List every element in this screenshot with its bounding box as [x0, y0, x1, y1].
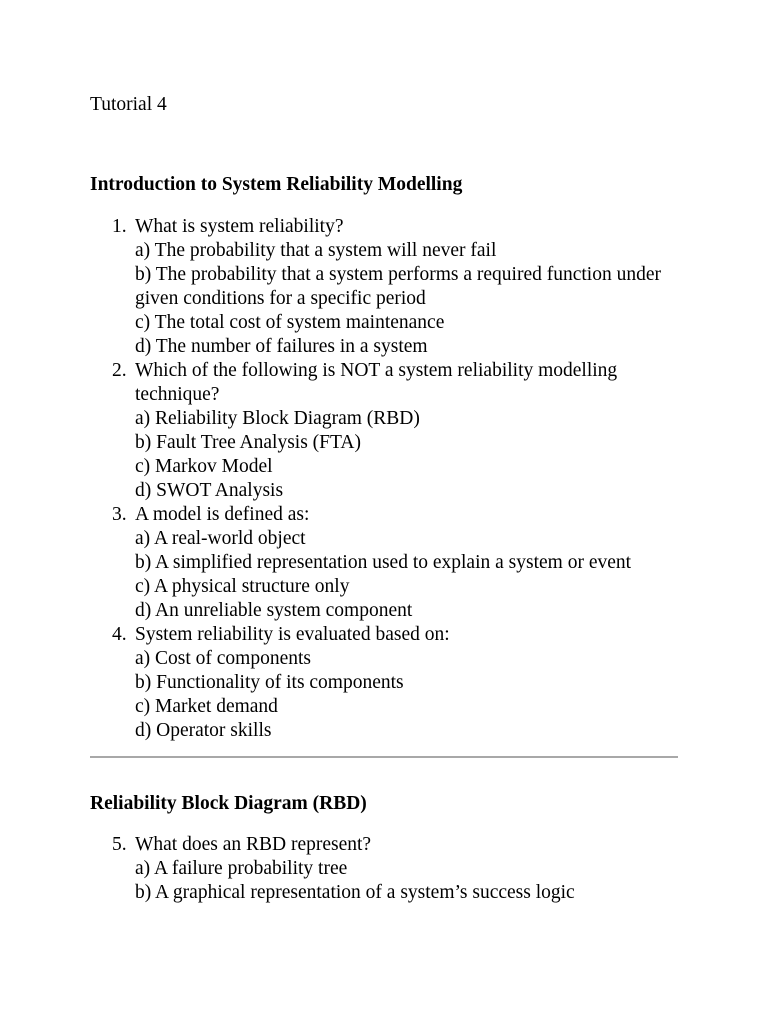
section-divider: [90, 756, 678, 758]
section-heading-rbd: Reliability Block Diagram (RBD): [90, 793, 367, 814]
answer-option: c) Markov Model: [135, 456, 273, 477]
question-text: What is system reliability?: [135, 216, 344, 237]
answer-option: b) Functionality of its components: [135, 672, 404, 693]
answer-option: a) The probability that a system will never fail: [135, 240, 497, 261]
answer-option: a) A real-world object: [135, 528, 306, 549]
answer-option: a) Reliability Block Diagram (RBD): [135, 408, 420, 429]
question-number: 4.: [112, 624, 127, 645]
answer-option: b) A graphical representation of a system’s success logic: [135, 882, 575, 903]
answer-option: b) The probability that a system performs a required function under given conditions for a specific period: [135, 264, 661, 309]
section-heading-intro: Introduction to System Reliability Modelling: [90, 174, 463, 195]
question-number: 5.: [112, 834, 127, 855]
question-text: A model is defined as:: [135, 504, 310, 525]
document-title: Tutorial 4: [90, 94, 167, 115]
question-item: [90, 215, 682, 359]
question-list-rbd: [90, 833, 682, 905]
question-item: [90, 503, 682, 623]
answer-option: b) A simplified representation used to explain a system or event: [135, 552, 632, 573]
answer-option: d) Operator skills: [135, 720, 272, 741]
question-item: [90, 359, 682, 503]
answer-option: b) Fault Tree Analysis (FTA): [135, 432, 361, 453]
question-item: [90, 623, 682, 743]
question-number: 3.: [112, 504, 127, 525]
question-text: What does an RBD represent?: [135, 834, 372, 855]
answer-option: c) A physical structure only: [135, 576, 350, 597]
question-list-intro: [90, 215, 682, 743]
answer-option: d) SWOT Analysis: [135, 480, 284, 501]
question-number: 2.: [112, 360, 127, 381]
answer-option: d) An unreliable system component: [135, 600, 413, 621]
question-text: System reliability is evaluated based on:: [135, 624, 450, 645]
question-number: 1.: [112, 216, 127, 237]
answer-option: a) Cost of components: [135, 648, 312, 669]
answer-option: c) Market demand: [135, 696, 278, 717]
answer-option: c) The total cost of system maintenance: [135, 312, 445, 333]
question-text: Which of the following is NOT a system reliability modelling technique?: [135, 360, 618, 405]
question-item: [90, 833, 682, 905]
answer-option: a) A failure probability tree: [135, 858, 348, 879]
answer-option: d) The number of failures in a system: [135, 336, 428, 357]
